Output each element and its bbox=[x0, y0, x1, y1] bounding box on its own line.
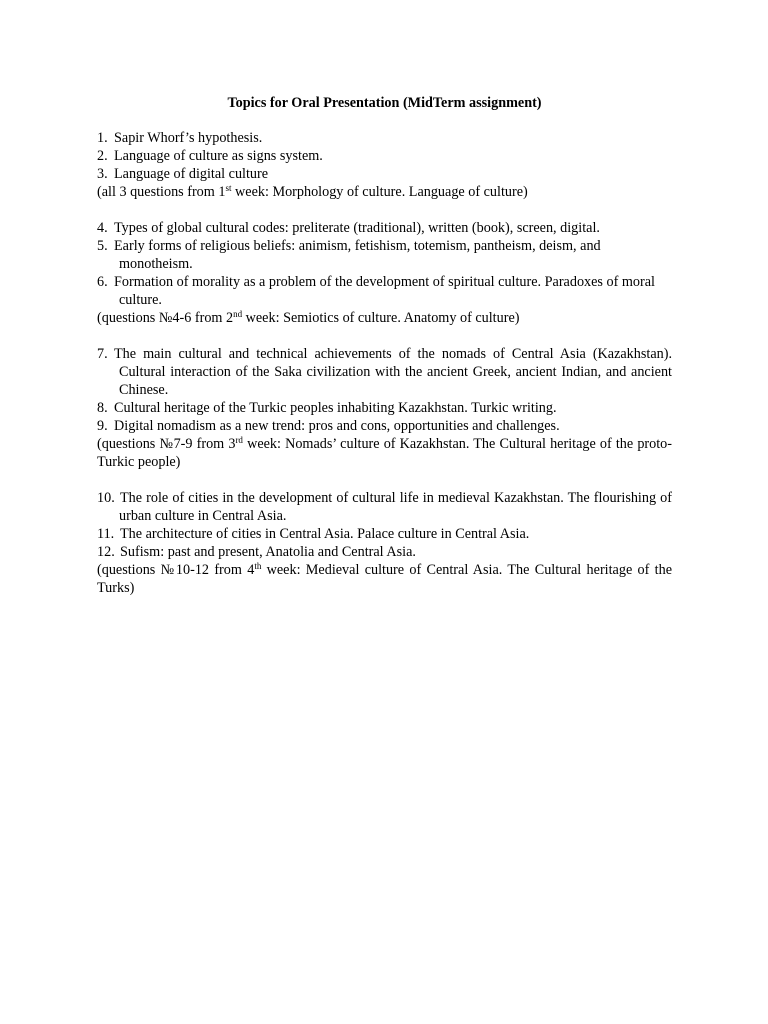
week-note-before: (questions №7-9 from 3 bbox=[97, 436, 236, 452]
week-note bbox=[97, 561, 672, 597]
week-note-after: week: Semiotics of culture. Anatomy of culture) bbox=[242, 310, 520, 326]
topic-text: The role of cities in the development of cultural life in medieval Kazakhstan. The flourishing of urban culture in Central Asia. bbox=[119, 490, 672, 524]
topic-number: 5. bbox=[97, 238, 108, 254]
topic-item bbox=[97, 489, 672, 525]
week-note-after: week: Morphology of culture. Language of culture) bbox=[231, 184, 528, 200]
topic-text: Cultural heritage of the Turkic peoples inhabiting Kazakhstan. Turkic writing. bbox=[114, 400, 557, 416]
topic-item bbox=[97, 237, 672, 273]
ordinal-suffix: th bbox=[254, 561, 262, 572]
document-title: Topics for Oral Presentation (MidTerm assignment) bbox=[227, 95, 542, 111]
topic-text: The main cultural and technical achievements of the nomads of Central Asia (Kazakhstan). Cultural interaction of the Saka civilization with the ancient Greek, ancient Indian, and ancient Chinese. bbox=[114, 346, 672, 398]
topic-text: Digital nomadism as a new trend: pros and cons, opportunities and challenges. bbox=[114, 418, 560, 434]
topic-number: 7. bbox=[97, 346, 108, 362]
topic-item bbox=[97, 345, 672, 399]
topic-text: Early forms of religious beliefs: animism, fetishism, totemism, pantheism, deism, and monotheism. bbox=[114, 238, 601, 272]
topic-number: 6. bbox=[97, 274, 108, 290]
ordinal-suffix: st bbox=[225, 183, 232, 194]
topic-number: 11. bbox=[97, 526, 115, 542]
topic-number: 12. bbox=[97, 544, 115, 560]
week-note-before: (questions №4-6 from 2 bbox=[97, 310, 234, 326]
topic-number: 9. bbox=[97, 418, 108, 434]
week-note-after: week: Medieval culture of Central Asia. The Cultural heritage of the Turks) bbox=[97, 562, 672, 596]
topic-number: 10. bbox=[97, 490, 115, 506]
topic-text: Language of digital culture bbox=[114, 166, 269, 182]
topic-text: Formation of morality as a problem of the development of spiritual culture. Paradoxes of moral culture. bbox=[114, 274, 655, 308]
topic-text: Sufism: past and present, Anatolia and Central Asia. bbox=[120, 544, 416, 560]
topic-item bbox=[97, 219, 672, 237]
topic-item bbox=[97, 165, 672, 183]
topic-number: 2. bbox=[97, 148, 108, 164]
topic-item bbox=[97, 273, 672, 309]
topic-item bbox=[97, 147, 672, 165]
topic-number: 8. bbox=[97, 400, 108, 416]
week-note-before: (questions №10-12 from 4 bbox=[97, 562, 255, 578]
topic-text: The architecture of cities in Central Asia. Palace culture in Central Asia. bbox=[120, 526, 530, 542]
topic-text: Language of culture as signs system. bbox=[114, 148, 323, 164]
document-page bbox=[97, 94, 672, 615]
week-note bbox=[97, 183, 672, 201]
ordinal-suffix: rd bbox=[235, 435, 243, 446]
ordinal-suffix: nd bbox=[233, 309, 243, 320]
topic-group-week-3 bbox=[97, 345, 672, 471]
week-note bbox=[97, 309, 672, 327]
topic-number: 3. bbox=[97, 166, 108, 182]
topic-text: Types of global cultural codes: preliterate (traditional), written (book), screen, digital. bbox=[114, 220, 600, 236]
week-note bbox=[97, 435, 672, 471]
week-note-after: week: Nomads’ culture of Kazakhstan. The Cultural heritage of the proto-Turkic people) bbox=[97, 436, 672, 470]
topic-group-week-2 bbox=[97, 219, 672, 327]
topic-item bbox=[97, 129, 672, 147]
topic-number: 4. bbox=[97, 220, 108, 236]
topic-group-week-4 bbox=[97, 489, 672, 597]
topic-number: 1. bbox=[97, 130, 108, 146]
topic-group-week-1 bbox=[97, 129, 672, 201]
topic-item bbox=[97, 543, 672, 561]
topic-text: Sapir Whorf’s hypothesis. bbox=[114, 130, 263, 146]
topic-item bbox=[97, 417, 672, 435]
week-note-before: (all 3 questions from 1 bbox=[97, 184, 226, 200]
topic-item bbox=[97, 399, 672, 417]
topic-item bbox=[97, 525, 672, 543]
